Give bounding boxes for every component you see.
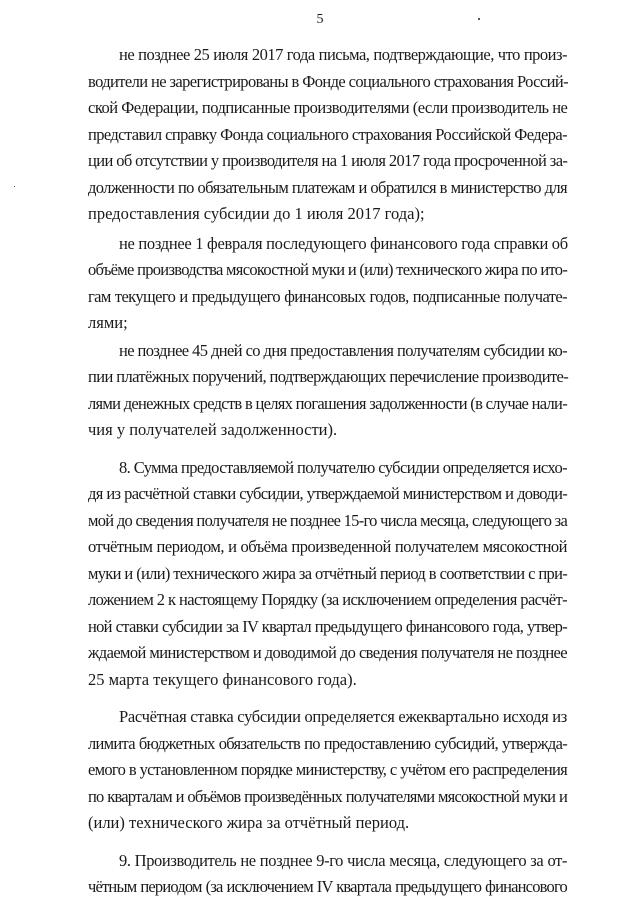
text-line: Расчётная ставка субсидии определяется ежеквартально исходя из: [119, 707, 567, 726]
paragraph: [88, 338, 567, 444]
text-line: ной ставки субсидии за IV квартал предыдущего финансового года, утвер-: [88, 616, 567, 636]
text-line: (или) технического жира за отчётный период.: [88, 813, 410, 832]
body-text: [88, 42, 567, 901]
text-line: водители не зарегистрированы в Фонде социального страхования Россий-: [88, 71, 568, 91]
text-line: лимита бюджетных обязательств по предоставлению субсидий, утвержда-: [88, 733, 567, 753]
text-line: чия у получателей задолженности).: [88, 420, 338, 439]
text-line: представил справку Фонда социального страхования Российской Федера-: [88, 124, 567, 144]
scan-speck: [14, 186, 15, 187]
text-line: ции об отсутствии у производителя на 1 июля 2017 года просроченной за-: [88, 151, 568, 170]
text-line: лями денежных средств в целях погашения задолженности (в случае нали-: [88, 393, 567, 413]
paragraph: [88, 455, 567, 694]
text-line: пии платёжных поручений, подтверждающих перечисление производите-: [88, 367, 569, 386]
paragraph: [88, 231, 567, 337]
paragraph: [88, 704, 567, 837]
text-line: 8. Сумма предоставляемой получателю субсидии определяется исхо-: [119, 457, 567, 477]
paragraph: [88, 42, 567, 228]
text-line: объёме производства мясокостной муки и (или) технического жира по ито-: [88, 260, 568, 279]
scan-speck: [478, 18, 480, 20]
text-line: гам текущего и предыдущего финансовых годов, подписанные получате-: [88, 286, 567, 306]
text-line: чётным периодом (за исключением IV квартала предыдущего финансового: [88, 877, 567, 896]
text-line: дя из расчётной ставки субсидии, утверждаемой министерством и доводи-: [88, 484, 567, 503]
text-line: долженности по обязательным платежам и обратился в министерство для: [88, 177, 567, 197]
text-line: муки и (или) технического жира за отчётный период в соответствии с при-: [88, 563, 567, 583]
page-number: 5: [316, 12, 324, 27]
text-line: мой до сведения получателя не позднее 15-го числа месяца, следующего за: [88, 510, 568, 530]
text-line: не позднее 1 февраля последующего финансового года справки об: [119, 233, 568, 253]
text-line: по кварталам и объёмов произведённых получателями мясокостной муки и: [88, 786, 567, 806]
text-line: ской Федерации, подписанные производителями (если производитель не: [88, 98, 568, 117]
paragraph: [88, 848, 567, 901]
text-line: лями;: [88, 313, 128, 332]
text-line: 9. Производитель не позднее 9-го числа месяца, следующего за от-: [119, 850, 567, 870]
text-line: не позднее 25 июля 2017 года письма, подтверждающие, что произ-: [119, 45, 567, 64]
text-line: предоставления субсидии до 1 июля 2017 года);: [88, 204, 425, 223]
text-line: ждаемой министерством и доводимой до сведения получателя не позднее: [88, 643, 567, 662]
text-line: не позднее 45 дней со дня предоставления получателям субсидии ко-: [119, 340, 567, 360]
text-line: ложением 2 к настоящему Порядку (за исключением определения расчёт-: [88, 590, 567, 609]
text-line: емого в установленном порядке министерству, с учётом его распределения: [88, 760, 567, 779]
text-line: отчётным периодом, и объёма произведенной получателем мясокостной: [88, 537, 567, 556]
text-line: 25 марта текущего финансового года).: [88, 669, 357, 689]
